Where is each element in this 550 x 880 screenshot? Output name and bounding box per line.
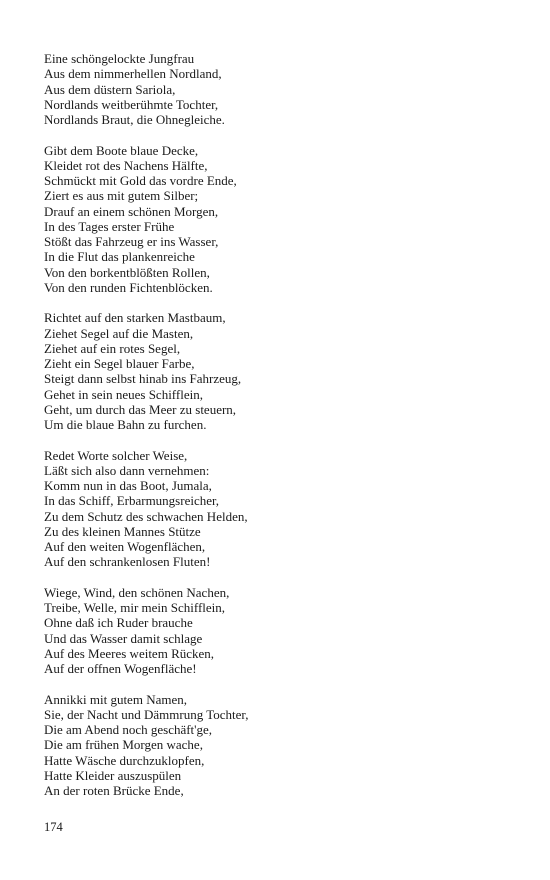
verse-line: Aus dem düstern Sariola, xyxy=(44,81,176,97)
stanza-6 xyxy=(44,692,514,799)
verse-line: Hatte Wäsche durchzuklopfen, xyxy=(44,752,205,768)
page-number: 174 xyxy=(44,820,63,834)
stanza-4 xyxy=(44,448,514,570)
verse-line: Steigt dann selbst hinab ins Fahrzeug, xyxy=(44,371,242,387)
verse-line: Auf den schrankenlosen Fluten! xyxy=(44,554,211,570)
verse-line: Treibe, Welle, mir mein Schifflein, xyxy=(44,600,226,616)
verse-line: An der roten Brücke Ende, xyxy=(44,783,184,799)
verse-line: Wiege, Wind, den schönen Nachen, xyxy=(44,584,230,600)
verse-line: Und das Wasser damit schlage xyxy=(44,630,203,646)
verse-line: Von den runden Fichtenblöcken. xyxy=(44,279,213,295)
poem-text xyxy=(44,51,514,814)
verse-line: Redet Worte solcher Weise, xyxy=(44,447,188,463)
stanza-1 xyxy=(44,51,514,127)
verse-line: Eine schöngelockte Jungfrau xyxy=(44,51,195,66)
verse-line: Auf des Meeres weitem Rücken, xyxy=(44,645,215,661)
verse-line: Von den borkentblößten Rollen, xyxy=(44,264,210,280)
verse-line: Ziehet auf ein rotes Segel, xyxy=(44,340,181,356)
stanza-2 xyxy=(44,143,514,296)
verse-line: Ziert es aus mit gutem Silber; xyxy=(44,188,199,204)
verse-line: Zu des kleinen Mannes Stütze xyxy=(44,523,201,539)
verse-line: Komm nun in das Boot, Jumala, xyxy=(44,478,212,494)
stanza-5 xyxy=(44,585,514,677)
stanza-3 xyxy=(44,310,514,432)
verse-line: Läßt sich also dann vernehmen: xyxy=(44,462,210,478)
verse-line: Annikki mit gutem Namen, xyxy=(44,691,187,707)
verse-line: Stößt das Fahrzeug er ins Wasser, xyxy=(44,234,219,250)
verse-line: Zieht ein Segel blauer Farbe, xyxy=(44,356,195,372)
verse-line: Ohne daß ich Ruder brauche xyxy=(44,615,193,631)
verse-line: Kleidet rot des Nachens Hälfte, xyxy=(44,157,208,173)
verse-line: Sie, der Nacht und Dämmrung Tochter, xyxy=(44,706,249,722)
verse-line: Zu dem Schutz des schwachen Helden, xyxy=(44,508,248,524)
verse-line: Gehet in sein neues Schifflein, xyxy=(44,386,203,402)
verse-line: Hatte Kleider auszuspülen xyxy=(44,767,182,783)
verse-line: In des Tages erster Frühe xyxy=(44,218,175,234)
verse-line: Auf den weiten Wogenflächen, xyxy=(44,539,206,555)
verse-line: Drauf an einem schönen Morgen, xyxy=(44,203,219,219)
verse-line: In die Flut das plankenreiche xyxy=(44,249,195,265)
verse-line: Die am frühen Morgen wache, xyxy=(44,737,203,753)
verse-line: Aus dem nimmerhellen Nordland, xyxy=(44,66,222,82)
verse-line: Nordlands Braut, die Ohnegleiche. xyxy=(44,112,225,127)
verse-line: Nordlands weitberühmte Tochter, xyxy=(44,96,219,112)
verse-line: Richtet auf den starken Mastbaum, xyxy=(44,310,226,326)
verse-line: Auf der offnen Wogenfläche! xyxy=(44,661,197,677)
verse-line: Geht, um durch das Meer zu steuern, xyxy=(44,401,237,417)
verse-line: Ziehet Segel auf die Masten, xyxy=(44,325,194,341)
verse-line: In das Schiff, Erbarmungsreicher, xyxy=(44,493,220,509)
verse-line: Gibt dem Boote blaue Decke, xyxy=(44,142,199,158)
verse-line: Schmückt mit Gold das vordre Ende, xyxy=(44,173,237,189)
verse-line: Die am Abend noch geschäft'ge, xyxy=(44,722,213,738)
verse-line: Um die blaue Bahn zu furchen. xyxy=(44,417,207,433)
